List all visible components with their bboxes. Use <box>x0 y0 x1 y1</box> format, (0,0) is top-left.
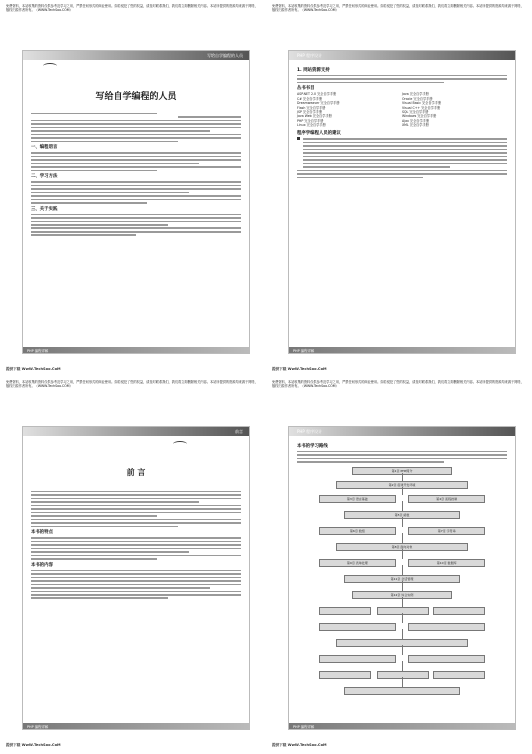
book-item: JSP 完全自学手册 <box>297 110 323 115</box>
book-item: XML 完全自学手册 <box>402 123 429 128</box>
page-title: 前 言 <box>126 468 146 477</box>
download-footer: 提供下载 WwW.TechSoo.CoM <box>6 367 61 371</box>
document-page-4 <box>270 380 528 750</box>
book-page <box>22 50 250 354</box>
flow-node: 第8章 面向对象 <box>336 543 469 551</box>
flow-node: 第3章 语言基础 <box>319 495 396 503</box>
flow-node: 第2章 搭建开发环境 <box>336 481 469 489</box>
banner-title: 前言 <box>235 428 243 434</box>
book-item: ASP.NET 2.0 完全自学手册 <box>297 92 337 97</box>
bar-text: PHP 编程详解 <box>293 725 315 729</box>
section-heading: 本书的内容 <box>31 562 53 568</box>
book-item: Java Web 完全自学手册 <box>297 114 332 119</box>
flow-node: 第4章 流程控制 <box>408 495 485 503</box>
book-list <box>297 92 507 127</box>
banner-title: 写给自学编程的人员 <box>207 52 243 58</box>
banner-title: PHP 程序设计 <box>297 428 323 434</box>
book-item: Flash 完全自学手册 <box>297 105 326 110</box>
header-banner <box>289 427 515 436</box>
page-title: 写给自学编程的人员 <box>95 92 177 102</box>
flow-node: 第11章 会话管理 <box>344 575 460 583</box>
flow-node: 第1章 PHP简介 <box>352 467 452 475</box>
footer-bar <box>289 347 515 353</box>
book-item: Linux 完全自学手册 <box>297 123 326 128</box>
flow-node: 第7章 字符串 <box>408 527 485 535</box>
document-page-3 <box>4 380 262 750</box>
section-heading: 一、编程语言 <box>31 145 58 151</box>
watermark-text: 免费资料，本站收集的资料仅供参考及学习之用，严禁任何形式的商业使用。如若侵犯了您的权益，请及时联系我们，我们将立即删除相关内容。本站所提供的资源均来源于网络，版权归原作者所有。（WWW.TechSoo.COM） <box>272 4 524 13</box>
book-item: PHP 完全自学手册 <box>297 118 324 123</box>
book-item: Oracle 完全自学手册 <box>402 96 433 101</box>
book-item: Dreamweaver 完全自学手册 <box>297 101 340 106</box>
watermark-text: 免费资料，本站收集的资料仅供参考及学习之用，严禁任何形式的商业使用。如若侵犯了您的权益，请及时联系我们，我们将立即删除相关内容。本站所提供的资源均来源于网络，版权归原作者所有。（WWW.TechSoo.COM） <box>6 4 258 13</box>
watermark-text: 免费资料，本站收集的资料仅供参考及学习之用，严禁任何形式的商业使用。如若侵犯了您的权益，请及时联系我们，我们将立即删除相关内容。本站所提供的资源均来源于网络，版权归原作者所有。（WWW.TechSoo.COM） <box>272 380 524 389</box>
header-banner <box>23 51 249 60</box>
banner-title: PHP 程序设计 <box>297 52 323 58</box>
watermark-text: 免费资料，本站收集的资料仅供参考及学习之用，严禁任何形式的商业使用。如若侵犯了您的权益，请及时联系我们，我们将立即删除相关内容。本站所提供的资源均来源于网络，版权归原作者所有。（WWW.TechSoo.COM） <box>6 380 258 389</box>
book-item: Java 完全自学手册 <box>402 92 429 97</box>
bird-icon <box>173 441 187 447</box>
bar-text: PHP 编程详解 <box>293 349 315 353</box>
header-banner <box>23 427 249 436</box>
download-footer: 提供下载 WwW.TechSoo.CoM <box>272 743 327 747</box>
flow-node: 第12章 综合实例 <box>352 591 452 599</box>
book-item: Windows 完全自学手册 <box>402 114 437 119</box>
footer-bar <box>23 723 249 729</box>
footer-bar <box>23 347 249 353</box>
section-heading: 三、关于实践 <box>31 206 58 212</box>
download-footer: 提供下载 WwW.TechSoo.CoM <box>6 743 61 747</box>
book-page <box>288 50 516 354</box>
section-heading: 本书的特点 <box>31 530 53 536</box>
section-heading: 本书的学习路线 <box>297 444 328 449</box>
learning-flowchart <box>319 467 485 717</box>
book-page <box>22 426 250 730</box>
bird-icon <box>43 63 57 69</box>
section-heading: 二、学习方法 <box>31 174 58 180</box>
book-item: Ajax 完全自学手册 <box>402 118 430 123</box>
header-banner <box>289 51 515 60</box>
book-page <box>288 426 516 730</box>
footer-bar <box>289 723 515 729</box>
flow-node: 第9章 表单处理 <box>319 559 396 567</box>
bar-text: PHP 编程详解 <box>27 349 49 353</box>
flow-node: 第6章 数组 <box>319 527 396 535</box>
section-heading: 丛书书目 <box>297 86 315 92</box>
book-item: SQL 完全自学手册 <box>402 110 429 115</box>
book-item: Visual Basic 完全自学手册 <box>402 101 442 106</box>
flow-node: 第10章 数据库 <box>408 559 485 567</box>
bar-text: PHP 编程详解 <box>27 725 49 729</box>
flow-node: 第5章 函数 <box>344 511 460 519</box>
download-footer: 提供下载 WwW.TechSoo.CoM <box>272 367 327 371</box>
section-heading: 1. 网站资源支持 <box>297 68 330 73</box>
book-item: C# 完全自学手册 <box>297 96 323 101</box>
document-page-1 <box>4 4 262 374</box>
section-heading: 程序学编程人员的建议 <box>297 130 341 136</box>
book-item: Visual C++ 完全自学手册 <box>402 105 441 110</box>
document-page-2 <box>270 4 528 374</box>
